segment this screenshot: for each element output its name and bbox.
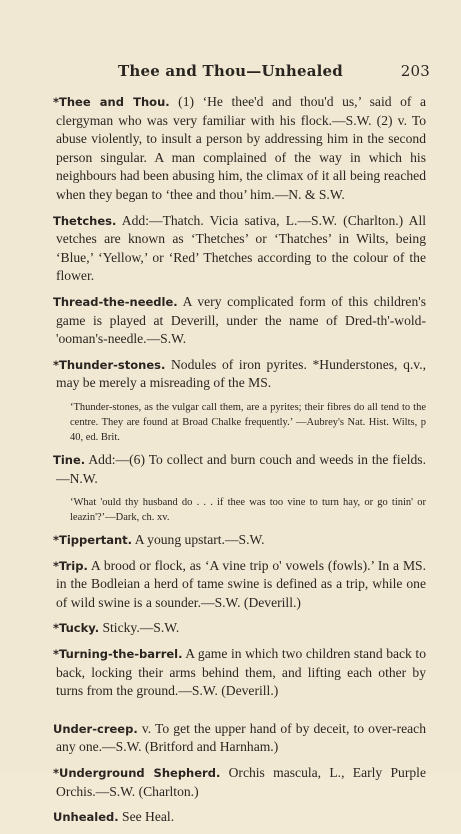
entry-thetches <box>53 212 426 286</box>
entry-underground-shepherd <box>53 764 426 801</box>
entry-thee-and-thou <box>53 93 426 205</box>
headword: Unhealed. <box>53 810 119 825</box>
running-header <box>118 62 430 80</box>
entry-tippertant <box>53 531 426 550</box>
definition: Nodules of iron pyrites. *Hunderstones, q.v., may be merely a misreading of the MS. <box>56 356 426 391</box>
headword: *Thee and Thou. <box>53 95 170 109</box>
headword: Thread-the-needle. <box>53 294 178 309</box>
headword: Under-creep. <box>53 721 138 736</box>
entry-turning-the-barrel <box>53 645 426 701</box>
headword: *Trip. <box>53 558 88 573</box>
section-gap <box>56 708 426 720</box>
headword: *Tucky. <box>53 621 100 636</box>
headword: *Thunder-stones. <box>53 357 166 372</box>
headword: *Underground Shepherd. <box>53 766 221 781</box>
definition: Add:—(6) To collect and burn couch and weeds in the fields.—N.W. <box>56 451 426 486</box>
definition: Orchis mascula, L., Early Purple Orchis.—S.W. (Charlton.) <box>56 765 426 799</box>
quotation-dark: ‘What 'ould thy husband do . . . if thee was too vine to turn hay, or go tinin' or leazin'?’—Dark, ch. xv. <box>70 497 426 524</box>
definition: Sticky.—S.W. <box>99 620 180 636</box>
headword: Thetches. <box>53 213 117 228</box>
definition: Add:—Thatch. Vicia sativa, L.—S.W. (Charlton.) All vetches are known as ‘Thetches’ or ‘Thatches’ in Wilts, being ‘Blue,’ ‘Yellow,’ or ‘Red’ Thetches according to the colour of the flower. <box>56 212 426 284</box>
entry-trip <box>53 557 426 613</box>
definition: See Heal. <box>118 809 175 825</box>
definition: A young upstart.—S.W. <box>132 532 265 548</box>
headword: Tine. <box>53 452 86 467</box>
headword: *Tippertant. <box>53 533 133 548</box>
definition: (1) ‘He thee'd and thou'd us,’ said of a clergyman who was very familiar with his flock.—S.W. (2) v. To abuse violently, to insult a person by addressing him in the second person singular. A man complained of the way in which his neighbours had been abusing him, the climax of it all being reached when they began to ‘thee and thou’ him.—N. & S.W. <box>56 94 426 202</box>
definition: A very complicated form of this children's game is played at Deverill, under the name of Dred-th'-wold-'ooman's-needle.—S.W. <box>56 293 426 347</box>
entry-tine <box>53 451 426 488</box>
headword: *Turning-the-barrel. <box>53 647 183 662</box>
header-title: Thee and Thou—Unhealed <box>118 62 343 80</box>
entry-tucky <box>53 619 426 638</box>
dictionary-body <box>53 93 426 834</box>
definition: A brood or flock, as ‘A vine trip o' vowels (fowls).’ In a MS. in the Bodleian a herd of tame swine is defined as a trip, while one of wild swine is a sounder.—S.W. (Deverill.) <box>56 557 426 610</box>
entry-unhealed <box>53 808 426 827</box>
definition: v. To get the upper hand of by deceit, to over-reach any one.—S.W. (Britford and Harnham.) <box>56 720 426 755</box>
entry-thread-the-needle <box>53 293 426 349</box>
entry-under-creep <box>53 720 426 757</box>
page-number: 203 <box>400 62 430 80</box>
definition: A game in which two children stand back to back, locking their arms behind them, and lifting each other by turns from the ground.—S.W. (Deverill.) <box>56 646 426 699</box>
quotation-aubrey: ‘Thunder-stones, as the vulgar call them, are a pyrites; their fibres do all tend to the centre. They are found at Broad Chalke frequently.’ —Aubrey's Nat. Hist. Wilts, p 40, ed. Brit. <box>70 401 426 443</box>
entry-thunder-stones <box>53 356 426 393</box>
